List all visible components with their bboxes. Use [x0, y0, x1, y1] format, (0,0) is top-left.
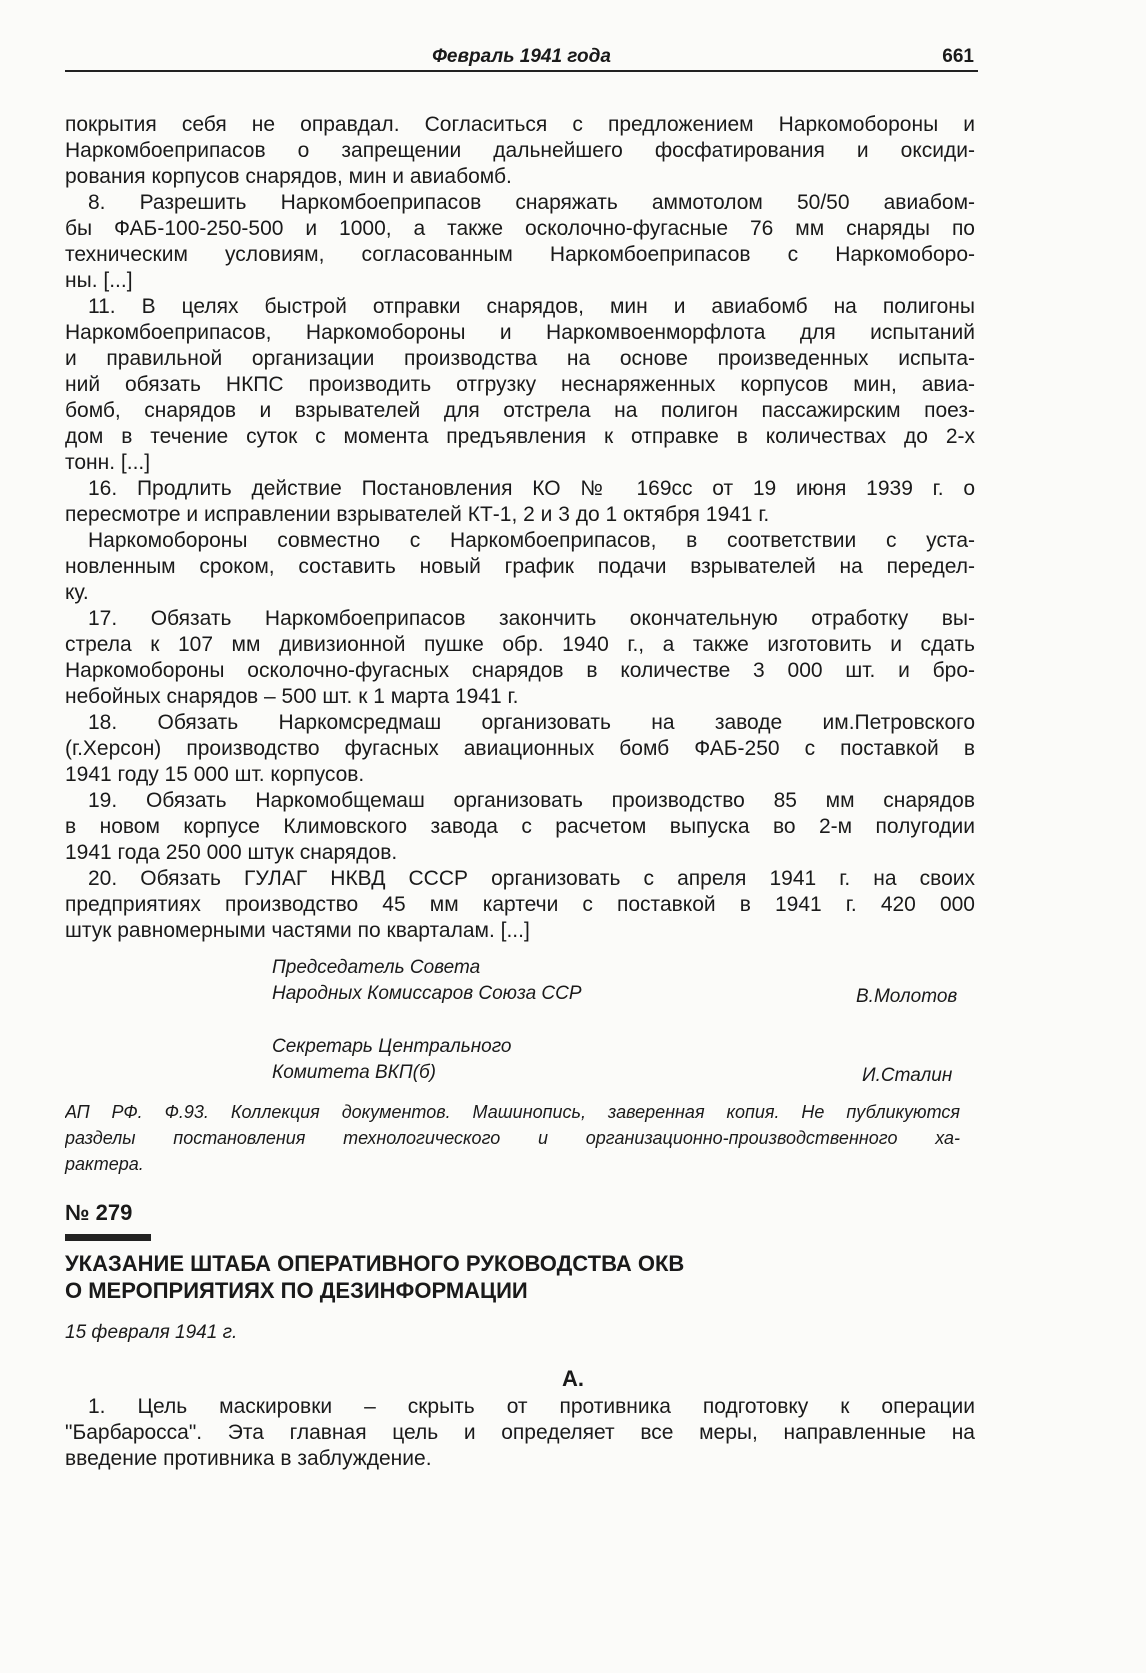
- paragraph-line: бомб, снарядов и взрывателей для отстрела на полигон пассажирским поез-: [65, 399, 975, 422]
- paragraph-line: ний обязать НКПС производить отгрузку неснаряженных корпусов мин, авиа-: [65, 373, 975, 396]
- paragraph-line: рования корпусов снарядов, мин и авиабомб.: [65, 165, 512, 188]
- paragraph-line: Наркомобороны осколочно-фугасных снарядов в количестве 3 000 шт. и бро-: [65, 659, 975, 682]
- paragraph-line: 11. В целях быстрой отправки снарядов, мин и авиабомб на полигоны: [88, 295, 975, 318]
- secretary-signature: И.Сталин: [862, 1065, 953, 1086]
- paragraph-line: в новом корпусе Климовского завода с расчетом выпуска во 2-м полугодии: [65, 815, 975, 838]
- paragraph-line: дом в течение суток с момента предъявления к отправке в количествах до 2-х: [65, 425, 975, 448]
- secretary-title-1: Секретарь Центрального: [272, 1036, 512, 1057]
- paragraph-line: покрытия себя не оправдал. Согласиться с предложением Наркомобороны и: [65, 113, 975, 136]
- paragraph-line: бы ФАБ-100-250-500 и 1000, а также осколочно-фугасные 76 мм снаряды по: [65, 217, 975, 240]
- paragraph-line: штук равномерными частями по кварталам. [...]: [65, 919, 530, 942]
- paragraph: [65, 606, 975, 710]
- source-note-line: разделы постановления технологического и организационно-производственного ха-: [65, 1128, 960, 1148]
- paragraph-line: 1941 года 250 000 штук снарядов.: [65, 841, 398, 864]
- paragraph-line: 17. Обязать Наркомбоеприпасов закончить окончательную отработку вы-: [88, 607, 975, 630]
- paragraph: [65, 528, 975, 606]
- paragraph-line: "Барбаросса". Эта главная цель и определяет все меры, направленные на: [65, 1421, 975, 1444]
- paragraph-line: Наркомбоеприпасов о запрещении дальнейшего фосфатирования и оксиди-: [65, 139, 975, 162]
- source-note: [65, 1100, 960, 1177]
- paragraph: [65, 476, 975, 528]
- document-date: 15 февраля 1941 г.: [65, 1322, 238, 1343]
- chairman-title-1: Председатель Совета: [272, 957, 481, 978]
- paragraph-line: 18. Обязать Наркомсредмаш организовать на заводе им.Петровского: [88, 711, 975, 734]
- paragraph: [65, 866, 975, 944]
- paragraph-line: новленным сроком, составить новый график подачи взрывателей на передел-: [65, 555, 975, 578]
- paragraph-line: пересмотре и исправлении взрывателей КТ-1, 2 и 3 до 1 октября 1941 г.: [65, 503, 770, 526]
- document-title-line-2: О МЕРОПРИЯТИЯХ ПО ДЕЗИНФОРМАЦИИ: [65, 1278, 528, 1303]
- paragraph-line: 19. Обязать Наркомобщемаш организовать производство 85 мм снарядов: [88, 789, 975, 812]
- paragraph-line: ку.: [65, 581, 89, 604]
- document-title: [65, 1250, 684, 1304]
- source-note-line: АП РФ. Ф.93. Коллекция документов. Машинопись, заверенная копия. Не публикуются: [65, 1102, 960, 1122]
- chairman-signature: В.Молотов: [856, 986, 958, 1007]
- running-title: Февраль 1941 года: [432, 46, 611, 67]
- paragraph-line: 8. Разрешить Наркомбоеприпасов снаряжать аммотолом 50/50 авиабом-: [88, 191, 975, 214]
- paragraph: [65, 112, 975, 190]
- number-underline-bar: [65, 1234, 151, 1241]
- document-body: [65, 112, 975, 944]
- paragraph-line: 1. Цель маскировки – скрыть от противника подготовку к операции: [88, 1395, 975, 1418]
- paragraph-line: Наркомобороны совместно с Наркомбоеприпасов, в соответствии с уста-: [88, 529, 975, 552]
- paragraph-line: введение противника в заблуждение.: [65, 1447, 432, 1470]
- paragraph: [65, 788, 975, 866]
- paragraph: [65, 294, 975, 476]
- paragraph: [65, 710, 975, 788]
- paragraph-line: стрела к 107 мм дивизионной пушке обр. 1940 г., а также изготовить и сдать: [65, 633, 975, 656]
- paragraph-line: небойных снарядов – 500 шт. к 1 марта 1941 г.: [65, 685, 519, 708]
- document-title-line-1: УКАЗАНИЕ ШТАБА ОПЕРАТИВНОГО РУКОВОДСТВА ОКВ: [65, 1251, 685, 1276]
- paragraph-line: (г.Херсон) производство фугасных авиационных бомб ФАБ-250 с поставкой в: [65, 737, 975, 760]
- document-number: № 279: [65, 1200, 133, 1225]
- paragraph-line: 1941 году 15 000 шт. корпусов.: [65, 763, 365, 786]
- chairman-title-2: Народных Комиссаров Союза ССР: [272, 983, 582, 1004]
- source-note-line: рактера.: [65, 1154, 144, 1174]
- document-paragraph: [65, 1394, 975, 1472]
- paragraph-line: предприятиях производство 45 мм картечи с поставкой в 1941 г. 420 000: [65, 893, 975, 916]
- paragraph-line: ны. [...]: [65, 269, 133, 292]
- paragraph-line: 16. Продлить действие Постановления КО № 169сс от 19 июня 1939 г. о: [88, 477, 975, 500]
- page-number: 661: [942, 46, 974, 67]
- running-header: [65, 44, 978, 72]
- section-heading: А.: [562, 1366, 584, 1391]
- secretary-title-2: Комитета ВКП(б): [272, 1062, 436, 1083]
- paragraph: [65, 190, 975, 294]
- paragraph-line: тонн. [...]: [65, 451, 151, 474]
- paragraph-line: техническим условиям, согласованным Наркомбоеприпасов с Наркомоборо-: [65, 243, 975, 266]
- paragraph-line: Наркомбоеприпасов, Наркомобороны и Наркомвоенморфлота для испытаний: [65, 321, 975, 344]
- paragraph-line: 20. Обязать ГУЛАГ НКВД СССР организовать с апреля 1941 г. на своих: [88, 867, 975, 890]
- paragraph-line: и правильной организации производства на основе произведенных испыта-: [65, 347, 975, 370]
